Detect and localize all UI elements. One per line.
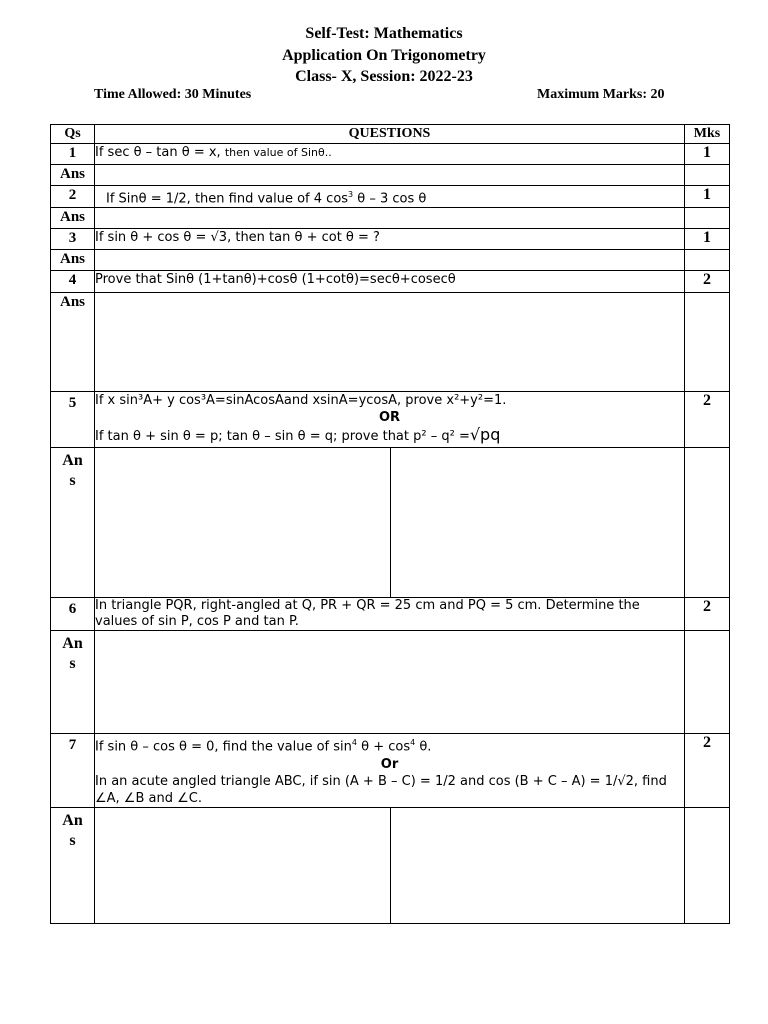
answer-row-5	[51, 448, 730, 598]
question-row-4	[51, 271, 730, 293]
answer-row-3	[51, 250, 730, 271]
questions-table	[50, 124, 730, 924]
question-text: If sin θ – cos θ = 0, find the value of $\sin^4 \theta + \cos^4 \theta$. Or In an acute angled triangle ABC, if sin (A + B – C) = 1/2 and cos (B + C – A) = 1/√2, find ∠A, ∠B and ∠C.	[95, 734, 685, 807]
answer-label: Ans	[51, 250, 95, 271]
class-session: Class- X, Session: 2022-23	[295, 68, 473, 85]
question-marks: 2	[685, 598, 730, 631]
question-number: 2	[51, 186, 95, 208]
time-allowed: Time Allowed: 30 Minutes	[94, 87, 252, 102]
question-number: 3	[51, 229, 95, 250]
question-number: 1	[51, 144, 95, 165]
answer-label: Ans	[51, 293, 95, 392]
question-row-7	[51, 734, 730, 807]
question-row-2	[51, 186, 730, 208]
question-text: Prove that Sinθ (1+tanθ)+cosθ (1+cotθ)=secθ+cosecθ	[95, 271, 685, 293]
answer-row-6	[51, 631, 730, 734]
question-text-a: If x sin³A+ y cos³A=sinAcosAand xsinA=ycosA, prove x²+y²=1.	[95, 393, 507, 409]
page-subtitle: Application On Trigonometry	[282, 47, 486, 64]
max-marks: Maximum Marks: 20	[537, 87, 665, 102]
answer-space[interactable]	[95, 807, 685, 923]
answer-marks-cell	[685, 631, 730, 734]
answer-space[interactable]	[95, 448, 685, 598]
answer-row-4	[51, 293, 730, 392]
question-marks: 2	[685, 392, 730, 448]
table-header-row	[51, 125, 730, 144]
answer-row-1	[51, 165, 730, 186]
answer-space[interactable]	[95, 293, 685, 392]
answer-marks-cell	[685, 448, 730, 598]
answer-label: Ans	[51, 208, 95, 229]
question-marks: 1	[685, 229, 730, 250]
question-marks: 2	[685, 271, 730, 293]
question-text-b-end: √pq	[469, 425, 501, 445]
answer-marks-cell	[685, 165, 730, 186]
answer-space[interactable]	[95, 165, 685, 186]
question-row-3	[51, 229, 730, 250]
answer-divider	[390, 448, 391, 598]
question-marks: 1	[685, 144, 730, 165]
answer-label: An s	[51, 448, 95, 598]
answer-row-7	[51, 807, 730, 923]
answer-marks-cell	[685, 293, 730, 392]
question-text: If sin θ + cos θ = √3, then tan θ + cot θ = ?	[95, 229, 685, 250]
col-header-marks: Mks	[685, 125, 730, 144]
col-header-questions: QUESTIONS	[95, 125, 685, 144]
answer-marks-cell	[685, 250, 730, 271]
question-row-6	[51, 598, 730, 631]
question-text	[95, 392, 685, 448]
question-row-1	[51, 144, 730, 165]
question-number: 5	[51, 392, 95, 448]
question-text-b: If tan θ + sin θ = p; tan θ – sin θ = q; prove that p² – q² =	[95, 429, 470, 445]
question-text: In triangle PQR, right-angled at Q, PR + QR = 25 cm and PQ = 5 cm. Determine the values of sin P, cos P and tan P.	[95, 598, 685, 631]
answer-label: An s	[51, 631, 95, 734]
answer-marks-cell	[685, 208, 730, 229]
question-number: 4	[51, 271, 95, 293]
question-marks: 1	[685, 186, 730, 208]
question-number: 7	[51, 734, 95, 807]
question-text-b: In an acute angled triangle ABC, if sin (A + B – C) = 1/2 and cos (B + C – A) = 1/√2, find ∠A, ∠B and ∠C.	[95, 773, 667, 806]
question-text: If Sinθ = 1/2, then find value of 4 $\cos^3 \theta - 3$ cos θ	[95, 186, 685, 208]
question-text: If sec θ – tan θ = x, then value of Sinθ..	[95, 144, 685, 165]
answer-row-2	[51, 208, 730, 229]
or-separator: OR	[378, 410, 401, 426]
answer-space[interactable]	[95, 631, 685, 734]
answer-space[interactable]	[95, 250, 685, 271]
question-row-5	[51, 392, 730, 448]
answer-divider	[390, 808, 391, 924]
page-title: Self-Test: Mathematics	[305, 25, 463, 42]
answer-label: An s	[51, 807, 95, 923]
answer-space[interactable]	[95, 208, 685, 229]
col-header-qs: Qs	[51, 125, 95, 144]
or-separator: Or	[380, 756, 399, 772]
answer-label: Ans	[51, 165, 95, 186]
question-marks: 2	[685, 734, 730, 807]
question-number: 6	[51, 598, 95, 631]
answer-marks-cell	[685, 807, 730, 923]
